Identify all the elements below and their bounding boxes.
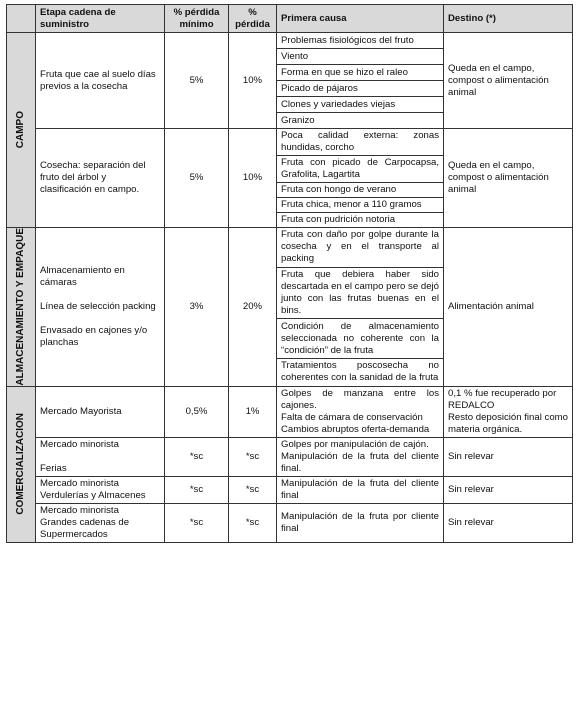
header-blank [7, 5, 36, 33]
stage-line: Línea de selección packing [40, 300, 156, 312]
min-loss-cell: *sc [165, 437, 229, 476]
loss-cell: *sc [229, 476, 277, 503]
stage-line: Almacenamiento en cámaras [40, 264, 125, 288]
cause-cell: Manipulación de la fruta del cliente final [277, 476, 444, 503]
group-label-almacenamiento: ALMACENAMIENTO Y EMPAQUE [7, 228, 36, 387]
min-loss-cell: 3% [165, 228, 229, 387]
cause-line: Golpes de manzana entre los cajones. [281, 387, 439, 411]
stage-cell [36, 228, 165, 387]
cause-cell: Fruta con daño por golpe durante la cosecha y en el transporte al packing [277, 228, 444, 268]
supply-chain-loss-table [6, 4, 573, 543]
cause-cell: Poca calidad externa: zonas hundidas, corcho [277, 129, 444, 156]
stage-cell [36, 503, 165, 542]
header-primera-causa: Primera causa [277, 5, 444, 33]
stage-line: Grandes cadenas de Supermercados [40, 516, 130, 540]
min-loss-cell: 0,5% [165, 386, 229, 437]
table-row [7, 476, 573, 503]
cropped-top-edge [0, 0, 576, 3]
cause-cell: Granizo [277, 113, 444, 129]
loss-cell: 1% [229, 386, 277, 437]
cause-cell [277, 437, 444, 476]
stage-line: Mercado minorista [40, 438, 119, 450]
stage-cell: Cosecha: separación del fruto del árbol y clasificación en campo. [36, 129, 165, 228]
cause-cell: Forma en que se hizo el raleo [277, 65, 444, 81]
table-row [7, 33, 573, 49]
min-loss-cell: *sc [165, 503, 229, 542]
cause-cell: Fruta con hongo de verano [277, 183, 444, 198]
table-row [7, 386, 573, 437]
loss-cell: 20% [229, 228, 277, 387]
cause-line: Golpes por manipulación de cajón. [281, 438, 429, 450]
loss-cell: *sc [229, 503, 277, 542]
destino-cell: Sin relevar [444, 437, 573, 476]
table-row [7, 129, 573, 156]
stage-line: Verdulerías y Almacenes [40, 489, 146, 501]
cause-line: Falta de cámara de conservación [281, 411, 423, 423]
stage-cell: Fruta que cae al suelo días previos a la cosecha [36, 33, 165, 129]
cause-cell: Clones y variedades viejas [277, 97, 444, 113]
cause-cell: Fruta con picado de Carpocapsa, Grafolita, Lagartita [277, 156, 444, 183]
table-row [7, 437, 573, 476]
cause-cell: Fruta chica, menor a 110 gramos [277, 198, 444, 213]
table-row [7, 228, 573, 268]
destino-cell: Queda en el campo, compost o alimentación animal [444, 33, 573, 129]
cause-cell: Viento [277, 49, 444, 65]
loss-cell: *sc [229, 437, 277, 476]
header-perdida: % pérdida [229, 5, 277, 33]
min-loss-cell: 5% [165, 129, 229, 228]
min-loss-cell: 5% [165, 33, 229, 129]
destino-cell: Queda en el campo, compost o alimentación animal [444, 129, 573, 228]
stage-cell: Mercado Mayorista [36, 386, 165, 437]
destino-cell [444, 386, 573, 437]
stage-line: Ferias [40, 462, 67, 474]
stage-line: Envasado en cajones y/o planchas [40, 324, 148, 348]
header-row [7, 5, 573, 33]
destino-line: 0,1 % fue recuperado por REDALCO [448, 387, 557, 411]
cause-cell: Fruta que debiera haber sido descartada en el campo pero se dejó junto con las frutas buenas en el bins. [277, 267, 444, 319]
cause-cell: Manipulación de la fruta por cliente final [277, 503, 444, 542]
group-label-comercializacion: COMERCIALIZACION [7, 386, 36, 542]
cause-line: Cambios abruptos oferta-demanda [281, 423, 430, 435]
header-perdida-minimo: % pérdida mínimo [165, 5, 229, 33]
destino-cell: Alimentación animal [444, 228, 573, 387]
group-label-campo: CAMPO [7, 33, 36, 228]
destino-cell: Sin relevar [444, 476, 573, 503]
min-loss-cell: *sc [165, 476, 229, 503]
cause-cell: Tratamientos poscosecha no coherentes con la sanidad de la fruta [277, 359, 444, 386]
stage-cell [36, 437, 165, 476]
cause-cell: Problemas fisiológicos del fruto [277, 33, 444, 49]
header-destino: Destino (*) [444, 5, 573, 33]
stage-cell [36, 476, 165, 503]
loss-cell: 10% [229, 129, 277, 228]
cause-cell: Condición de almacenamiento seleccionada no coherente con la “condición” de la fruta [277, 319, 444, 359]
header-etapa: Etapa cadena de suministro [36, 5, 165, 33]
stage-line: Mercado minorista [40, 477, 119, 489]
stage-line: Mercado minorista [40, 504, 119, 516]
cause-cell [277, 386, 444, 437]
loss-cell: 10% [229, 33, 277, 129]
cause-line: Manipulación de la fruta del cliente final. [281, 450, 439, 474]
destino-line: Resto deposición final como materia orgánica. [448, 411, 568, 435]
destino-cell: Sin relevar [444, 503, 573, 542]
cause-cell: Fruta con pudrición notoria [277, 213, 444, 228]
table-row [7, 503, 573, 542]
cause-cell: Picado de pájaros [277, 81, 444, 97]
